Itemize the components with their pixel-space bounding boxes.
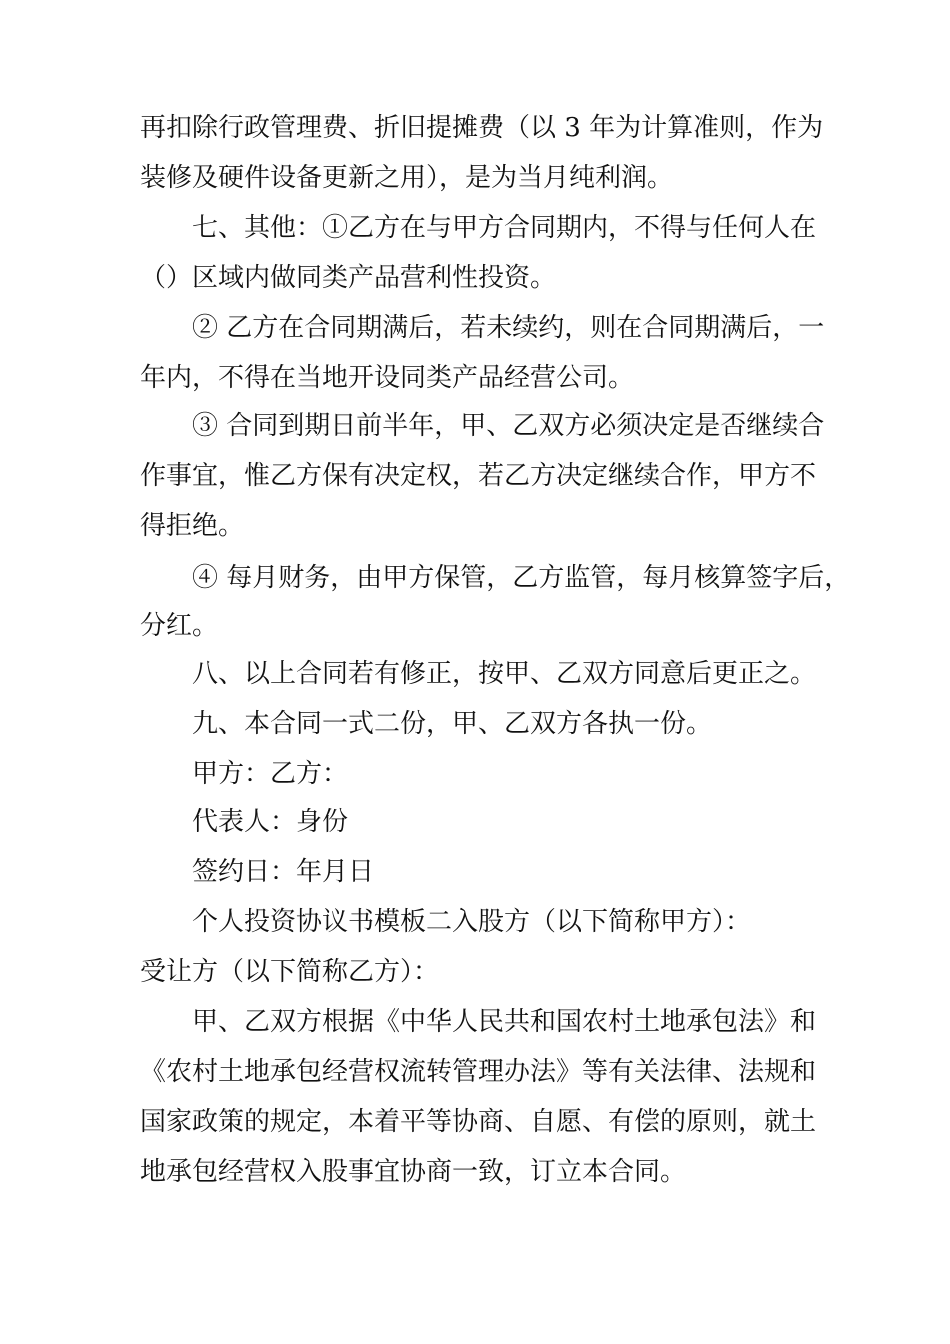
text-line: 《农村土地承包经营权流转管理办法》等有关法律、法规和 [140, 1057, 817, 1087]
text-line: 作事宜，惟乙方保有决定权，若乙方决定继续合作，甲方不 [140, 461, 817, 491]
text-line: ④ 每月财务，由甲方保管，乙方监管，每月核算签字后， [192, 563, 851, 593]
text-line: ② 乙方在合同期满后，若未续约，则在合同期满后，一 [192, 313, 825, 343]
text-line: 受让方（以下简称乙方）： [140, 957, 440, 987]
text-line: 甲方：乙方： [192, 759, 349, 789]
text-line: 得拒绝。 [140, 511, 245, 541]
text-line: （）区域内做同类产品营利性投资。 [140, 263, 557, 293]
text-line: 国家政策的规定，本着平等协商、自愿、有偿的原则，就土 [140, 1107, 817, 1137]
text-line: 装修及硬件设备更新之用），是为当月纯利润。 [140, 163, 674, 193]
text-line: 八、以上合同若有修正，按甲、乙双方同意后更正之。 [192, 659, 817, 689]
text-line: 再扣除行政管理费、折旧提摊费（以 3 年为计算准则，作为 [140, 113, 824, 143]
text-line: 分红。 [140, 611, 219, 641]
text-line: 签约日：年月日 [192, 857, 375, 887]
text-line: 地承包经营权入股事宜协商一致，订立本合同。 [140, 1157, 687, 1187]
text-line: 代表人：身份 [192, 807, 349, 837]
text-line: 年内，不得在当地开设同类产品经营公司。 [140, 363, 635, 393]
text-line: ③ 合同到期日前半年，甲、乙双方必须决定是否继续合 [192, 411, 825, 441]
text-line: 个人投资协议书模板二入股方（以下简称甲方）： [192, 907, 752, 937]
text-line: 七、其他：①乙方在与甲方合同期内，不得与任何人在 [192, 213, 817, 243]
text-line: 九、本合同一式二份，甲、乙双方各执一份。 [192, 709, 713, 739]
text-line: 甲、乙双方根据《中华人民共和国农村土地承包法》和 [192, 1007, 817, 1037]
